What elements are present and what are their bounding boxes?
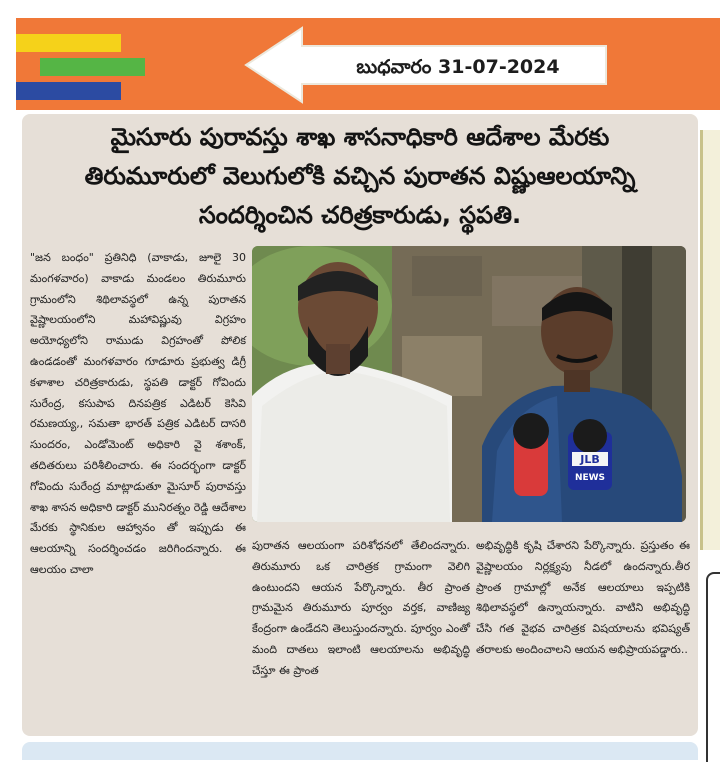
mic-label-jlb: JLB	[580, 453, 600, 466]
yellow-stripe	[16, 34, 121, 52]
headline-line: సందర్శించిన చరిత్రకారుడు, స్థపతి.	[198, 201, 522, 229]
article-column-2: పురాతన ఆలయంగా పరిశోధనలో తేలిందన్నారు. తిరుమూరు ఒక చారిత్రక గ్రామంగా వెలిగి ఉంటుందని ఆయన పేర్కొన్నారు. తీర ప్రాంత గ్రామమైన తిరుమూరు పూర్వం వర్తక, వాణిజ్య కేంద్రంగా ఉండేదని తెలుస్తుందన్నారు. పూర్వం ఎంతో మంది దాతలు ఇలాంటి ఆలయాలను అభివృద్ధి చేస్తూ ఈ ప్రాంత	[252, 539, 470, 677]
next-article-edge	[22, 742, 698, 760]
adjacent-box-edge	[706, 572, 720, 762]
article-column-1: "జన బంధం" ప్రతినిధి (వాకాడు, జూలై 30 మంగళవారం) వాకాడు మండలం తిరుమూరు గ్రామంలోని శిథిలావస్థలో ఉన్న పురాతన వైష్ణాలయంలోని మహావిష్ణువు విగ్రహం అయోధ్యలోని రాముడు విగ్రహంతో పోలిక ఉండడంతో మంగళవారం గూడూరు ప్రభుత్వ డిగ్రీ కళాశాల చరిత్రకారుడు, స్థపతి డాక్టర్ గోవిందు సురేంద్ర, కసుపాప దినపత్రిక ఎడిటర్ కెసివి రమణయ్య,, సమతా భారత్ పత్రిక ఎడిటర్ దాసరి సుందరం, ఎండోమెంట్ అధికారి వై శశాంక్, తదితరులు పరిశీలించారు. ఈ సందర్భంగా డాక్టర్ గోవిందు సురేంద్ర మాట్లాడుతూ మైసూర్ పురావస్తు శాఖ శాసన అధికారి డాక్టర్ మునిరత్నం రెడ్డి ఆదేశాల మేరకు స్థానికుల ఆహ్వానం తో ఇప్పుడు ఈ ఆలయాన్ని సందర్శించడం జరిగిందన్నారు. ఈ ఆలయం చాలా	[30, 251, 246, 576]
article-headline	[30, 118, 690, 235]
news-photo	[252, 246, 686, 522]
adjacent-article-edge	[700, 130, 720, 550]
mic-label-news: NEWS	[574, 473, 606, 483]
blue-stripe	[16, 82, 121, 100]
photo-illustration	[252, 246, 686, 522]
headline-line: మైసూరు పురావస్తు శాఖ శాసనాధికారి ఆదేశాల మేరకు	[110, 123, 610, 151]
green-stripe	[40, 58, 145, 76]
issue-date: బుధవారం 31-07-2024	[356, 56, 560, 78]
headline-line: తిరుమూరులో వెలుగులోకి వచ్చిన పురాతన విష్ణుఆలయాన్ని	[84, 162, 636, 190]
article-column-3: అభివృద్ధికి కృషి చేశారని పేర్కొన్నారు. ప్రస్తుతం ఈ వైష్ణాలయం నిర్లక్ష్యపు నీడలో ఉందన్నారు.తీర ప్రాంత గ్రామాల్లో అనేక ఆలయాలు ఇప్పటికి శిథిలావస్థలో ఉన్నాయన్నారు. వాటిని అభివృద్ధి చేసి గత వైభవ చారిత్రక విషయాలను భవిష్యత్ తరాలకు అందించాలని ఆయన అభిప్రాయపడ్డారు..	[476, 539, 690, 656]
